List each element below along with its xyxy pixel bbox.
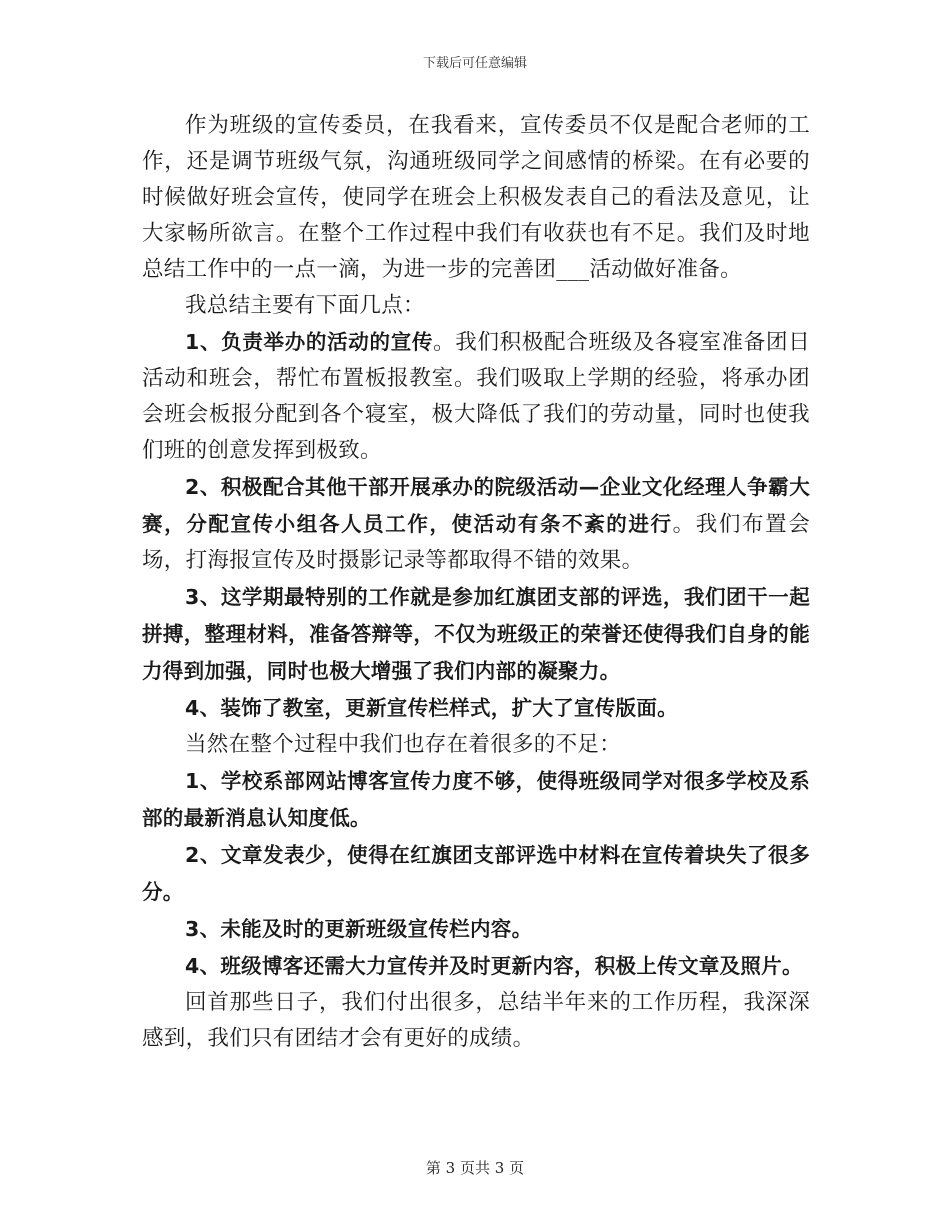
shortcomings-lead [142,727,810,763]
shortcoming-1-heading: 1、学校系部网站博客宣传力度不够，使得班级同学对很多学校及系部的最新消息认知度低。 [142,769,810,830]
summary-lead-text: 我总结主要有下面几点： [185,293,425,318]
page-header: 下载后可任意编辑 [422,56,527,71]
document-body [142,108,810,1057]
achievement-3-heading: 3、这学期最特别的工作就是参加红旗团支部的评选，我们团干一起拼搏，整理材料，准备答辩等，不仅为班级正的荣誉还使得我们自身的能力得到加强，同时也极大增强了我们内部的凝聚力。 [142,585,810,683]
shortcoming-2 [142,837,810,911]
achievement-1-heading: 1、负责举办的活动的宣传 [185,330,434,354]
shortcoming-1 [142,763,810,837]
achievement-1 [142,324,810,469]
shortcoming-4 [142,948,810,985]
intro-text: 作为班级的宣传委员，在我看来，宣传委员不仅是配合老师的工作，还是调节班级气氛，沟通班级同学之间感情的桥梁。在有必要的时候做好班会宣传，使同学在班会上积极发表自己的看法及意见，让大家畅所欲言。在整个工作过程中我们有收获也有不足。我们及时地总结工作中的一点一滴，为进一步的完善团___活动做好准备。 [142,113,810,282]
summary-lead [142,288,810,324]
intro-paragraph [142,108,810,288]
achievement-1-text: 。我们积极配合班级及各寝室准备团日活动和班会，帮忙布置板报教室。我们吸取上学期的经验，将承办团会班会板报分配到各个寝室，极大降低了我们的劳动量，同时也使我们班的创意发挥到极致。 [142,330,810,463]
shortcoming-4-heading: 4、班级博客还需大力宣传并及时更新内容，积极上传文章及照片。 [185,954,803,978]
conclusion-paragraph [142,985,810,1057]
achievement-2-text: 。我们布置会场，打海报宣传及时摄影记录等都取得不错的效果。 [142,512,810,573]
shortcomings-lead-text: 当然在整个过程中我们也存在着很多的不足： [185,732,622,757]
conclusion-text: 回首那些日子，我们付出很多，总结半年来的工作历程，我深深感到，我们只有团结才会有更好的成绩。 [142,990,810,1051]
page-footer: 第 3 页共 3 页 [425,1159,525,1177]
achievement-4 [142,690,810,727]
achievement-2 [142,469,810,579]
achievement-4-heading: 4、装饰了教室，更新宣传栏样式，扩大了宣传版面。 [185,696,678,720]
achievement-2-heading: 2、积极配合其他干部开展承办的院级活动—企业文化经理人争霸大赛，分配宣传小组各人员工作，使活动有条不紊的进行 [142,475,810,536]
shortcoming-2-heading: 2、文章发表少，使得在红旗团支部评选中材料在宣传着块失了很多分。 [142,843,810,904]
shortcoming-3 [142,911,810,948]
shortcoming-3-heading: 3、未能及时的更新班级宣传栏内容。 [185,917,533,941]
achievement-3 [142,579,810,690]
